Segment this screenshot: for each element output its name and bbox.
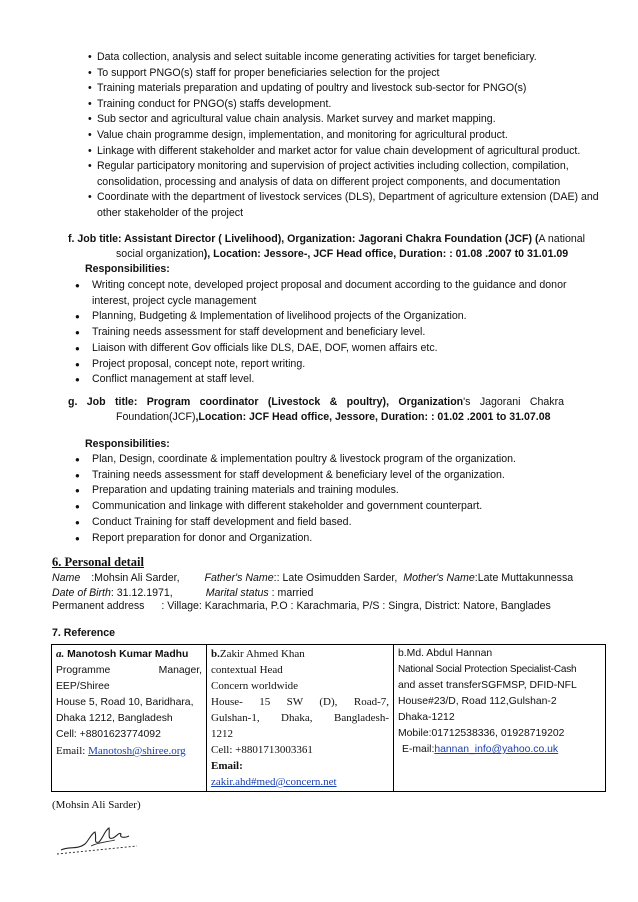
job-g-responsibility-item: ● Preparation and updating training materials and training modules.: [92, 483, 602, 499]
reference-cell-2: b.Zakir Ahmed Khan contextual Head Concern worldwide House- 15 SW (D), Road-7, Gulshan-1, Dhaka, Bangladesh- 1212 Cell: +8801713003361 Email: zakir.ahd#med@concern.net: [207, 645, 394, 792]
personal-address-row: Permanent address : Village: Karachmaria, P.O : Karachmaria, P/S : Singra, District: Natore, Banglades: [52, 600, 551, 612]
job-f-responsibility-item: ● Project proposal, concept note, report writing.: [92, 357, 602, 373]
job-g-responsibilities-list: [92, 452, 602, 546]
duty-item: • To support PNGO(s) staff for proper beneficiaries selection for the project: [88, 66, 608, 82]
job-g-responsibility-item: ● Conduct Training for staff development and field based.: [92, 515, 602, 531]
job-g-responsibility-item: ● Training needs assessment for staff development & beneficiary level of the organization.: [92, 468, 602, 484]
job-f-responsibility-item: ● Writing concept note, developed project proposal and document according to the guidance and donor interest, project cycle management: [92, 278, 602, 309]
job-f-responsibility-item: ● Planning, Budgeting & Implementation of livelihood projects of the Organization.: [92, 309, 602, 325]
duty-item: • Value chain programme design, implementation, and monitoring for agricultural product.: [88, 128, 608, 144]
job-g-heading: g. Job title: Program coordinator (Livestock & poultry), Organization's Jagorani Chakra: [68, 396, 564, 408]
duty-item: • Linkage with different stakeholder and market actor for value chain development of agricultural product.: [88, 144, 608, 160]
ref1-email-link[interactable]: Manotosh@shiree.org: [88, 745, 186, 757]
job-f-responsibilities-label: Responsibilities:: [85, 263, 170, 275]
personal-detail-heading: 6. Personal detail: [52, 555, 145, 569]
reference-cell-1: a. Manotosh Kumar Madhu Programme Manager, EEP/Shiree House 5, Road 10, Baridhara, Dhaka 1212, Bangladesh Cell: +8801623774092 Email: Manotosh@shiree.org: [52, 645, 207, 792]
duty-item: • Training materials preparation and updating of poultry and livestock sub-sector for PNGO(s): [88, 81, 608, 97]
reference-heading: 7. Reference: [52, 627, 116, 639]
personal-dob-row: Date of Birth: 31.12.1971, Marital status : married: [52, 587, 314, 599]
duties-bullet-list: [88, 50, 608, 222]
job-f-responsibilities-list: [92, 278, 602, 388]
duty-item: • Regular participatory monitoring and supervision of project activities including collection, compilation, consolidation, processing and analysis of data on different project components, and documentation: [88, 159, 608, 190]
duty-item: • Training conduct for PNGO(s) staffs development.: [88, 97, 608, 113]
ref3-email-link[interactable]: hannan_info@yahoo.co.uk: [434, 744, 559, 755]
job-g-heading-line2: Foundation(JCF),Location: JCF Head office, Jessore, Duration: : 01.02 .2001 to 31.07.08: [116, 411, 551, 423]
job-g-responsibility-item: ● Plan, Design, coordinate & implementation poultry & livestock program of the organization.: [92, 452, 602, 468]
job-g-responsibility-item: ● Report preparation for donor and Organization.: [92, 531, 602, 547]
job-g-responsibilities-label: Responsibilities:: [85, 438, 170, 450]
job-f-responsibility-item: ● Liaison with different Gov officials like DLS, DAE, DOF, women affairs etc.: [92, 341, 602, 357]
signature-name: (Mohsin Ali Sarder): [52, 799, 141, 811]
duty-item: • Data collection, analysis and select suitable income generating activities for target beneficiary.: [88, 50, 608, 66]
job-f-heading-line2: social organization), Location: Jessore-, JCF Head office, Duration: : 01.08 .2007 t0 31.01.09: [116, 248, 569, 260]
job-f-responsibility-item: ● Conflict management at staff level.: [92, 372, 602, 388]
reference-cell-3: b.Md. Abdul Hannan National Social Protection Specialist-Cash and asset transferSGFMSP, DFID-NFL House#23/D, Road 112,Gulshan-2 Dhaka-1212 Mobile:01712538336, 01928719202 E-mail:hannan_info@yahoo.co.uk: [394, 645, 606, 792]
duty-item: • Coordinate with the department of livestock services (DLS), Department of agriculture extension (DAE) and other stakeholder of the project: [88, 190, 608, 221]
job-f-responsibility-item: ● Training needs assessment for staff development and beneficiary level.: [92, 325, 602, 341]
duty-item: • Sub sector and agricultural value chain analysis. Market survey and market mapping.: [88, 112, 608, 128]
ref2-email-link[interactable]: zakir.ahd#med@concern.net: [211, 776, 337, 788]
job-f-heading: f. Job title: Assistant Director ( Livelihood), Organization: Jagorani Chakra Foundation (JCF) (A national: [68, 233, 586, 245]
job-g-responsibility-item: ● Communication and linkage with different stakeholder and government counterpart.: [92, 499, 602, 515]
signature-image: [55, 820, 145, 858]
reference-table: [51, 644, 606, 792]
personal-name-row: Name :Mohsin Ali Sarder, Father's Name:: Late Osimudden Sarder, Mother's Name:Late Muttakunnessa: [52, 572, 574, 584]
